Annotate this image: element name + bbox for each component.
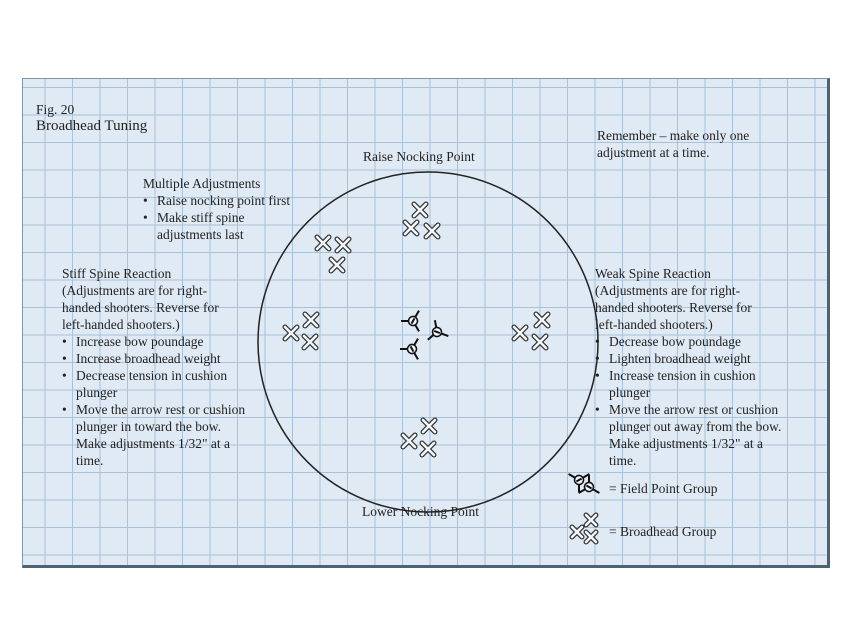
broadhead-hit-icon (403, 435, 415, 447)
list-item: • Increase bow poundage (62, 333, 245, 350)
intro-line: left-handed shooters.) (595, 317, 713, 332)
list-item: Make adjustments 1/32" at a (609, 436, 763, 451)
list-item: time. (76, 453, 104, 468)
broadhead-hit-icon (337, 239, 349, 251)
list-item: plunger (76, 385, 118, 400)
broadhead-hit-icon (572, 527, 582, 537)
broadhead-hit-icon (586, 532, 596, 542)
list-item: plunger out away from the bow. (609, 419, 782, 434)
intro-line: handed shooters. Reverse for (595, 300, 752, 315)
broadhead-hit-icon (285, 327, 297, 339)
heading: Multiple Adjustments (143, 176, 261, 191)
broadhead-hit-icon (305, 314, 317, 326)
intro-line: (Adjustments are for right- (595, 283, 741, 298)
broadhead-hit-icon (514, 327, 526, 339)
figure-title: Broadhead Tuning (36, 118, 148, 134)
weak-spine-block (595, 265, 781, 469)
list-item: time. (609, 453, 637, 468)
list-item: • Decrease tension in cushion (62, 367, 245, 384)
list-item: adjustments last (157, 227, 244, 242)
multiple-adjustments (143, 175, 290, 243)
broadhead-hit-icon (331, 259, 343, 271)
legend-broadhead: = Broadhead Group (609, 524, 717, 539)
reminder-note (597, 127, 749, 161)
reminder-line: adjustment at a time. (597, 145, 710, 160)
list-item: • Increase broadhead weight (62, 350, 245, 367)
field-point-hit-icon (401, 305, 428, 331)
broadhead-hit-icon (414, 204, 426, 216)
heading: Stiff Spine Reaction (62, 266, 172, 281)
lower-nocking-label: Lower Nocking Point (362, 504, 479, 519)
broadhead-hit-icon (534, 336, 546, 348)
broadhead-hit-icon (405, 222, 417, 234)
intro-line: (Adjustments are for right- (62, 283, 208, 298)
heading: Weak Spine Reaction (595, 266, 711, 281)
list-item: • Lighten broadhead weight (595, 350, 781, 367)
field-point-hit-icon (400, 339, 427, 365)
broadhead-hit-icon (536, 314, 548, 326)
list-item: plunger in toward the bow. (76, 419, 221, 434)
list-item: • Increase tension in cushion (595, 367, 781, 384)
broadhead-hit-icon (304, 336, 316, 348)
broadhead-hit-icon (586, 515, 596, 525)
intro-line: handed shooters. Reverse for (62, 300, 219, 315)
legend-field-point: = Field Point Group (609, 481, 718, 496)
list-item: • Make stiff spine (143, 209, 290, 226)
broadhead-hit-icon (317, 237, 329, 249)
raise-nocking-label: Raise Nocking Point (363, 149, 475, 164)
broadhead-hit-icon (426, 225, 438, 237)
list-item: Make adjustments 1/32" at a (76, 436, 230, 451)
broadhead-hit-icon (423, 420, 435, 432)
list-item: • Move the arrow rest or cushion (62, 401, 245, 418)
reminder-line: Remember – make only one (597, 128, 750, 143)
figure-number: Fig. 20 (36, 102, 75, 117)
list-item: • Raise nocking point first (143, 192, 290, 209)
field-point-hit-icon (428, 320, 452, 346)
stiff-spine-block (62, 265, 245, 469)
list-item: plunger (609, 385, 651, 400)
list-item: • Decrease bow poundage (595, 333, 781, 350)
intro-line: left-handed shooters.) (62, 317, 180, 332)
broadhead-hit-icon (422, 443, 434, 455)
list-item: • Move the arrow rest or cushion (595, 401, 781, 418)
